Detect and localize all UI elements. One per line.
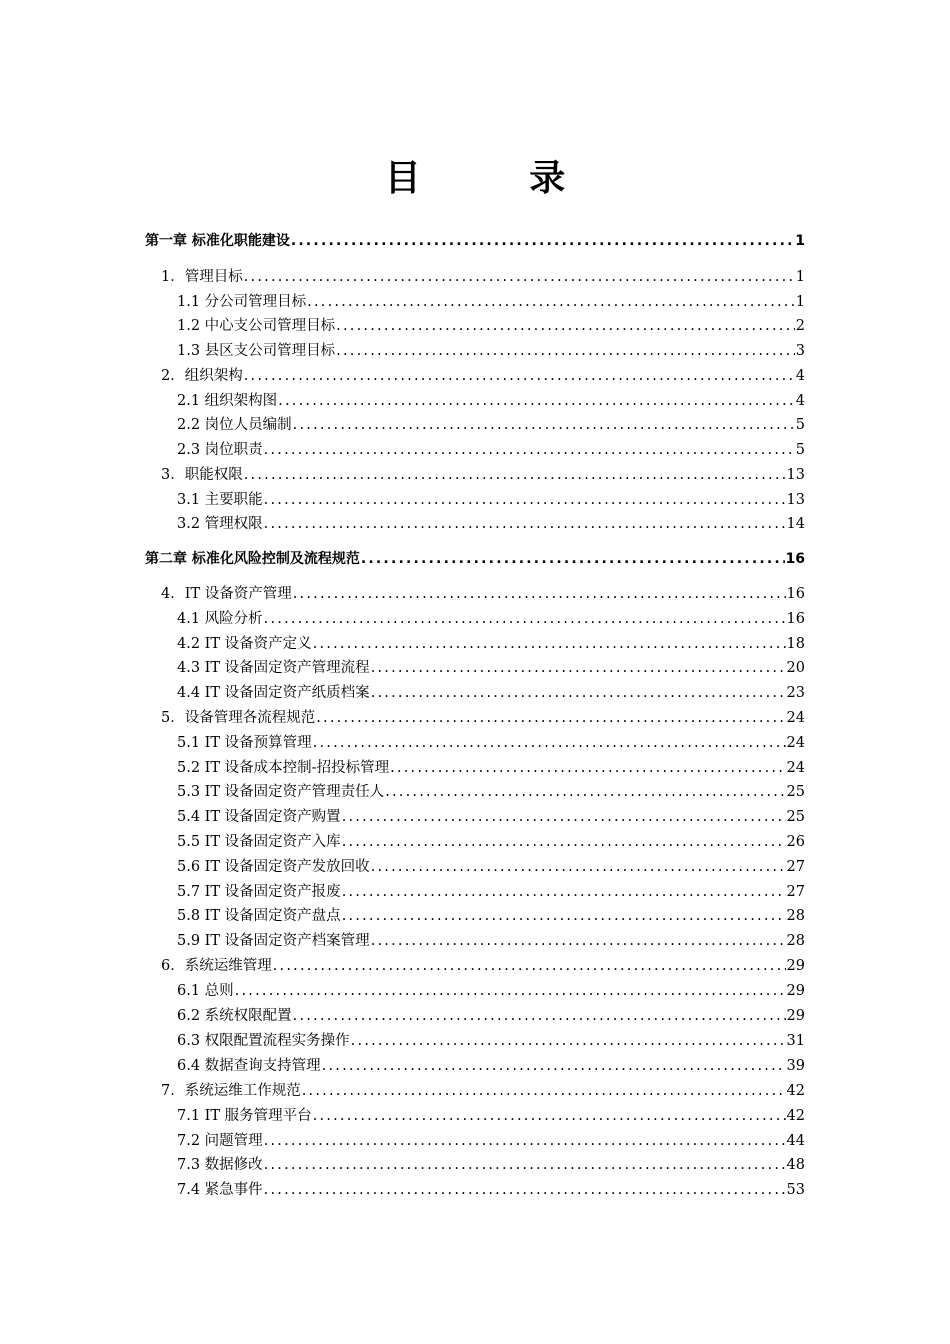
toc-entry-text: 第一章 标准化职能建设 <box>145 233 290 249</box>
toc-page-number: 14 <box>786 516 805 532</box>
toc-subsection[interactable] <box>177 415 805 435</box>
toc-section[interactable] <box>161 956 805 976</box>
page-title: 目 录 <box>384 158 614 199</box>
toc-section[interactable] <box>161 584 805 604</box>
toc-subsection[interactable] <box>177 609 805 629</box>
toc-entry-text: 4．IT 设备资产管理 <box>161 586 292 602</box>
toc-entry-text: 2.3 岗位职责 <box>177 442 263 458</box>
toc-section[interactable] <box>161 267 805 287</box>
toc-subsection[interactable] <box>177 882 805 902</box>
toc-page-number: 25 <box>786 809 805 825</box>
toc-leader-dots <box>264 514 786 534</box>
toc-page-number: 16 <box>786 586 805 602</box>
toc-entry-text: 5．设备管理各流程规范 <box>161 710 316 726</box>
toc-entry-text: 1．管理目标 <box>161 269 243 285</box>
toc-leader-dots <box>291 231 794 251</box>
toc-page-number: 1 <box>795 233 805 249</box>
toc-entry-text: 3.2 管理权限 <box>177 516 263 532</box>
toc-section[interactable] <box>161 1081 805 1101</box>
toc-subsection[interactable] <box>177 341 805 361</box>
toc-leader-dots <box>316 708 785 728</box>
toc-entry-text: 5.8 IT 设备固定资产盘点 <box>177 908 341 924</box>
toc-entry-text: 1.1 分公司管理目标 <box>177 294 307 310</box>
toc-page-number: 28 <box>786 933 805 949</box>
toc-entry-text: 2．组织架构 <box>161 368 243 384</box>
toc-leader-dots <box>336 316 795 336</box>
toc-page-number: 4 <box>795 368 805 384</box>
toc-page-number: 2 <box>795 318 805 334</box>
toc-subsection[interactable] <box>177 1131 805 1151</box>
toc-leader-dots <box>278 391 795 411</box>
toc-leader-dots <box>342 807 786 827</box>
toc-leader-dots <box>273 956 786 976</box>
toc-chapter[interactable] <box>145 549 805 569</box>
toc-page-number: 5 <box>795 442 805 458</box>
toc-page-number: 39 <box>786 1058 805 1074</box>
toc-page-number: 13 <box>786 467 805 483</box>
toc-leader-dots <box>264 440 795 460</box>
toc-leader-dots <box>244 267 795 287</box>
toc-page-number: 28 <box>786 908 805 924</box>
toc-page-number: 31 <box>786 1033 805 1049</box>
toc-page-number: 1 <box>795 269 805 285</box>
toc-page-number: 44 <box>786 1133 805 1149</box>
toc-leader-dots <box>390 758 785 778</box>
toc-subsection[interactable] <box>177 514 805 534</box>
toc-entry-text: 5.1 IT 设备预算管理 <box>177 735 312 751</box>
toc-leader-dots <box>342 906 786 926</box>
toc-leader-dots <box>336 341 795 361</box>
toc-section[interactable] <box>161 708 805 728</box>
toc-entry-text: 6．系统运维管理 <box>161 958 272 974</box>
toc-leader-dots <box>264 490 786 510</box>
toc-entry-text: 1.3 县区支公司管理目标 <box>177 343 336 359</box>
toc-leader-dots <box>385 782 785 802</box>
toc-entry-text: 3.1 主要职能 <box>177 492 263 508</box>
toc-leader-dots <box>293 584 786 604</box>
toc-page-number: 29 <box>786 983 805 999</box>
toc-leader-dots <box>313 733 786 753</box>
toc-leader-dots <box>371 683 786 703</box>
toc-entry-text: 7.1 IT 服务管理平台 <box>177 1108 312 1124</box>
toc-subsection[interactable] <box>177 906 805 926</box>
toc-entry-text: 1.2 中心支公司管理目标 <box>177 318 336 334</box>
toc-leader-dots <box>361 549 785 569</box>
toc-subsection[interactable] <box>177 758 805 778</box>
toc-entry-text: 5.3 IT 设备固定资产管理责任人 <box>177 784 385 800</box>
toc-entry-text: 5.7 IT 设备固定资产报废 <box>177 884 341 900</box>
toc-entry-text: 3．职能权限 <box>161 467 243 483</box>
toc-entry-text: 2.2 岗位人员编制 <box>177 417 292 433</box>
toc-entry-text: 4.3 IT 设备固定资产管理流程 <box>177 660 370 676</box>
toc-subsection[interactable] <box>177 981 805 1001</box>
toc-entry-text: 7.2 问题管理 <box>177 1133 263 1149</box>
toc-leader-dots <box>264 609 786 629</box>
toc-entry-text: 5.2 IT 设备成本控制-招投标管理 <box>177 760 390 776</box>
toc-subsection[interactable] <box>177 490 805 510</box>
toc-leader-dots <box>342 882 786 902</box>
toc-page-number: 4 <box>795 393 805 409</box>
toc-entry-text: 5.6 IT 设备固定资产发放回收 <box>177 859 370 875</box>
toc-entry-text: 7.4 紧急事件 <box>177 1182 263 1198</box>
toc-entry-text: 4.1 风险分析 <box>177 611 263 627</box>
toc-entry-text: 6.1 总则 <box>177 983 234 999</box>
toc-leader-dots <box>264 1131 786 1151</box>
toc-entry-text: 第二章 标准化风险控制及流程规范 <box>145 551 360 567</box>
toc-subsection[interactable] <box>177 782 805 802</box>
toc-entry-text: 6.2 系统权限配置 <box>177 1008 292 1024</box>
toc-section[interactable] <box>161 465 805 485</box>
toc-subsection[interactable] <box>177 634 805 654</box>
toc-leader-dots <box>371 658 786 678</box>
toc-subsection[interactable] <box>177 1006 805 1026</box>
toc-subsection[interactable] <box>177 1056 805 1076</box>
toc-chapter[interactable] <box>145 231 805 251</box>
toc-page-number: 23 <box>786 685 805 701</box>
toc-page-number: 26 <box>786 834 805 850</box>
toc-leader-dots <box>313 1106 786 1126</box>
toc-entry-text: 5.4 IT 设备固定资产购置 <box>177 809 341 825</box>
toc-page-number: 1 <box>795 294 805 310</box>
toc-subsection[interactable] <box>177 857 805 877</box>
toc-leader-dots <box>244 465 786 485</box>
toc-leader-dots <box>244 366 795 386</box>
toc-page-number: 13 <box>786 492 805 508</box>
toc-subsection[interactable] <box>177 832 805 852</box>
toc-page-number: 42 <box>786 1083 805 1099</box>
toc-page-number: 42 <box>786 1108 805 1124</box>
toc-leader-dots <box>371 931 786 951</box>
toc-section[interactable] <box>161 366 805 386</box>
toc-subsection[interactable] <box>177 1180 805 1200</box>
toc-page-number: 25 <box>786 784 805 800</box>
toc-leader-dots <box>371 857 786 877</box>
toc-leader-dots <box>342 832 786 852</box>
toc-page-number: 29 <box>786 958 805 974</box>
toc-page-number: 5 <box>795 417 805 433</box>
toc-page-number: 48 <box>786 1157 805 1173</box>
toc-leader-dots <box>307 292 795 312</box>
toc-entry-text: 2.1 组织架构图 <box>177 393 278 409</box>
toc-page-number: 16 <box>786 611 805 627</box>
toc-subsection[interactable] <box>177 1155 805 1175</box>
toc-subsection[interactable] <box>177 658 805 678</box>
toc-leader-dots <box>264 1155 786 1175</box>
toc-page-number: 3 <box>795 343 805 359</box>
toc-entry-text: 5.9 IT 设备固定资产档案管理 <box>177 933 370 949</box>
toc-page-number: 24 <box>786 760 805 776</box>
toc-entry-text: 6.4 数据查询支持管理 <box>177 1058 321 1074</box>
toc-entry-text: 7．系统运维工作规范 <box>161 1083 301 1099</box>
toc-entry-text: 6.3 权限配置流程实务操作 <box>177 1033 350 1049</box>
toc-subsection[interactable] <box>177 391 805 411</box>
toc-leader-dots <box>264 1180 786 1200</box>
toc-leader-dots <box>322 1056 786 1076</box>
toc-subsection[interactable] <box>177 1031 805 1051</box>
toc-subsection[interactable] <box>177 931 805 951</box>
toc-page-number: 27 <box>786 884 805 900</box>
toc-leader-dots <box>351 1031 786 1051</box>
toc-page-number: 24 <box>786 710 805 726</box>
toc-entry-text: 4.2 IT 设备资产定义 <box>177 636 312 652</box>
toc-subsection[interactable] <box>177 292 805 312</box>
toc-subsection[interactable] <box>177 683 805 703</box>
toc-subsection[interactable] <box>177 807 805 827</box>
toc-subsection[interactable] <box>177 440 805 460</box>
toc-page-number: 20 <box>786 660 805 676</box>
toc-leader-dots <box>293 415 795 435</box>
toc-subsection[interactable] <box>177 316 805 336</box>
toc-entry-text: 4.4 IT 设备固定资产纸质档案 <box>177 685 370 701</box>
toc-leader-dots <box>302 1081 786 1101</box>
toc-page-number: 29 <box>786 1008 805 1024</box>
toc-leader-dots <box>235 981 786 1001</box>
toc-entry-text: 5.5 IT 设备固定资产入库 <box>177 834 341 850</box>
toc-page-number: 53 <box>786 1182 805 1198</box>
toc-subsection[interactable] <box>177 1106 805 1126</box>
toc-page-number: 24 <box>786 735 805 751</box>
toc-page-number: 18 <box>786 636 805 652</box>
toc-leader-dots <box>293 1006 786 1026</box>
toc-page-number: 27 <box>786 859 805 875</box>
toc-leader-dots <box>313 634 786 654</box>
toc-entry-text: 7.3 数据修改 <box>177 1157 263 1173</box>
toc-subsection[interactable] <box>177 733 805 753</box>
toc-page-number: 16 <box>785 551 805 567</box>
